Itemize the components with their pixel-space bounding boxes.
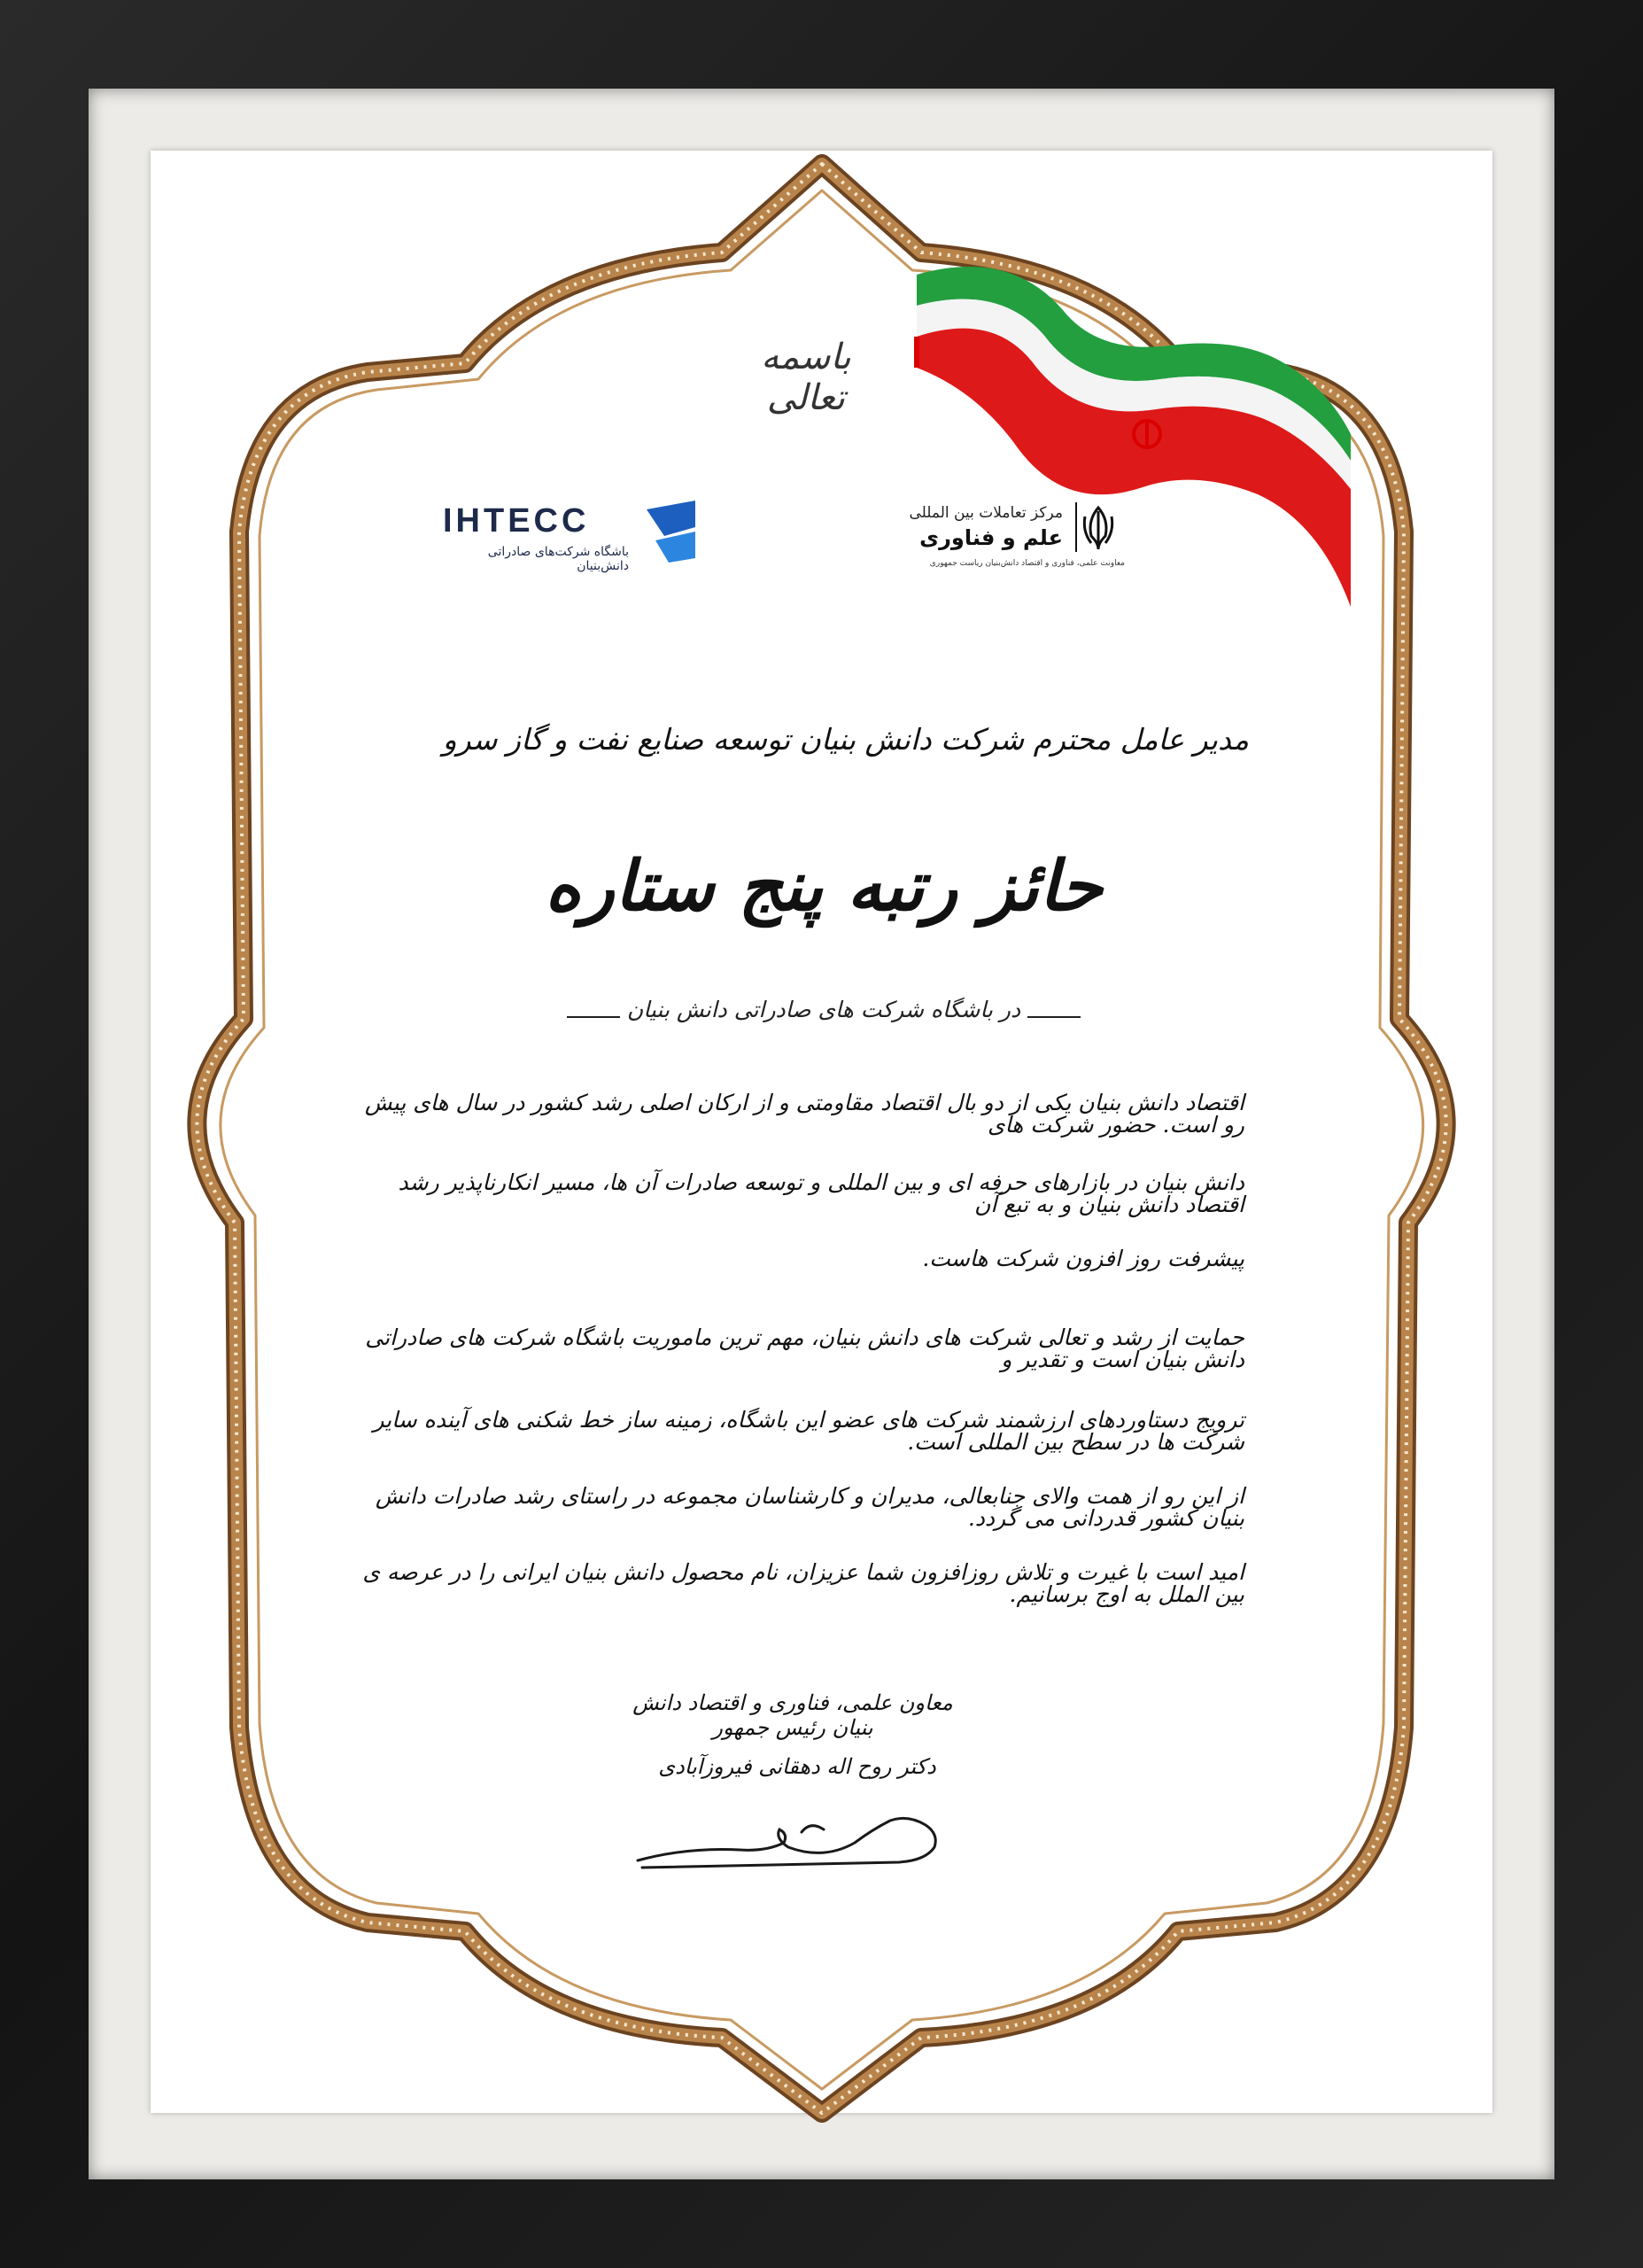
body-line-6: از این رو از همت والای جنابعالی، مدیران و کارشناسان مجموعه در راستای رشد صادرات دانش بنیان کشور قدردانی می گردد. [375,1483,1244,1531]
award-subtitle-row [567,997,1081,1041]
recipient-line: مدیر عامل محترم شرکت دانش بنیان توسعه صنایع نفت و گاز سرو [442,722,1249,757]
handwritten-signature [633,1807,952,1878]
ihtecc-mark-icon [638,501,700,563]
intl-center-logo [895,501,1125,580]
ihtecc-name: IHTECC [443,502,590,540]
intl-center-subtitle: معاونت علمی، فناوری و اقتصاد دانش‌بنیان ریاست جمهوری [929,559,1125,568]
iran-emblem-icon [1072,501,1125,554]
signatory-name: دکتر روح اله دهقانی فیروزآبادی [658,1754,936,1779]
body-line-1: اقتصاد دانش بنیان یکی از دو بال اقتصاد مقاومتی و از ارکان اصلی رشد کشور در سال های پیش رو است. حضور شرکت های [364,1090,1244,1138]
body-line-4: حمایت از رشد و تعالی شرکت های دانش بنیان، مهم ترین ماموریت باشگاه شرکت های صادراتی دانش بنیان است و تقدیر و [365,1324,1244,1372]
intl-center-title: مرکز تعاملات بین المللی [909,504,1063,522]
signatory-title: معاون علمی، فناوری و اقتصاد دانش بنیان رئیس جمهور [632,1690,953,1740]
award-subtitle: در باشگاه شرکت های صادراتی دانش بنیان [626,997,1021,1022]
subtitle-dash-right [1027,1016,1081,1018]
body-line-3: پیشرفت روز افزون شرکت هاست. [922,1246,1244,1271]
body-line-5: ترویج دستاوردهای ارزشمند شرکت های عضو این باشگاه، زمینه ساز خط شکنی های آینده سایر شرکت ها در سطح بین المللی است. [373,1407,1244,1455]
ihtecc-subtitle: باشگاه شرکت‌های صادراتی دانش‌بنیان [487,545,629,573]
body-line-7: امید است با غیرت و تلاش روزافزون شما عزیزان، نام محصول دانش بنیان ایرانی را در عرصه ی بین الملل به اوج برسانیم. [362,1559,1244,1607]
header-blessing: باسمه تعالی [761,337,851,418]
intl-center-name: علم و فناوری [919,525,1063,550]
body-line-2: دانش بنیان در بازارهای حرفه ای و بین المللی و توسعه صادرات آن ها، مسیر انکارناپذیر رشد اقتصاد دانش بنیان و به تبع آن [398,1169,1244,1217]
ihtecc-logo [443,501,709,571]
award-title: حائز رتبه پنج ستاره [545,846,1103,927]
